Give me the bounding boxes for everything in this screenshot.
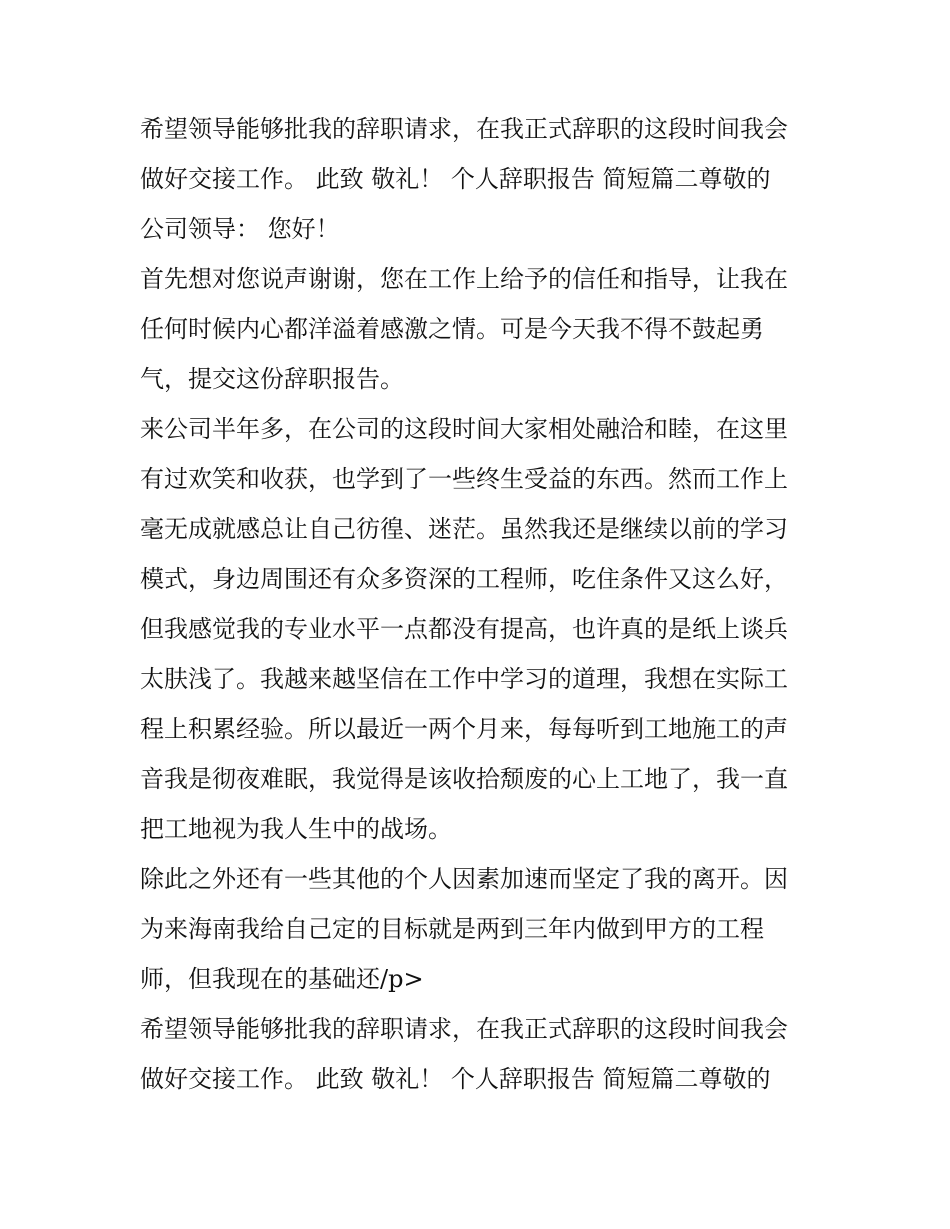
text-line: 公司领导： 您好！ <box>140 215 340 243</box>
text-line: 太肤浅了。我越来越坚信在工作中学习的道理，我想在实际工 <box>140 665 788 693</box>
text-line: 气，提交这份辞职报告。 <box>140 365 404 393</box>
text-line: 师，但我现在的基础还/p> <box>140 965 424 993</box>
text-line: 做好交接工作。 此致 敬礼！ 个人辞职报告 简短篇二尊敬的 <box>140 1065 771 1093</box>
text-line: 有过欢笑和收获，也学到了一些终生受益的东西。然而工作上 <box>140 465 788 493</box>
text-line: 希望领导能够批我的辞职请求，在我正式辞职的这段时间我会 <box>140 1015 788 1043</box>
text-line: 程上积累经验。所以最近一两个月来，每每听到工地施工的声 <box>140 715 788 743</box>
text-line: 模式，身边周围还有众多资深的工程师，吃住条件又这么好， <box>140 565 788 593</box>
text-line: 任何时候内心都洋溢着感激之情。可是今天我不得不鼓起勇 <box>140 315 764 343</box>
text-line: 来公司半年多，在公司的这段时间大家相处融洽和睦，在这里 <box>140 415 788 443</box>
text-line: 做好交接工作。 此致 敬礼！ 个人辞职报告 简短篇二尊敬的 <box>140 165 771 193</box>
text-line: 首先想对您说声谢谢，您在工作上给予的信任和指导，让我在 <box>140 265 788 293</box>
document-body <box>140 104 820 1104</box>
text-line: 毫无成就感总让自己彷徨、迷茫。虽然我还是继续以前的学习 <box>140 515 788 543</box>
text-line: 为来海南我给自己定的目标就是两到三年内做到甲方的工程 <box>140 915 764 943</box>
text-line: 希望领导能够批我的辞职请求，在我正式辞职的这段时间我会 <box>140 115 788 143</box>
text-line: 除此之外还有一些其他的个人因素加速而坚定了我的离开。因 <box>140 865 788 893</box>
text-line: 把工地视为我人生中的战场。 <box>140 815 452 843</box>
text-line: 音我是彻夜难眠，我觉得是该收拾颓废的心上工地了，我一直 <box>140 765 788 793</box>
text-line: 但我感觉我的专业水平一点都没有提高，也许真的是纸上谈兵 <box>140 615 788 643</box>
